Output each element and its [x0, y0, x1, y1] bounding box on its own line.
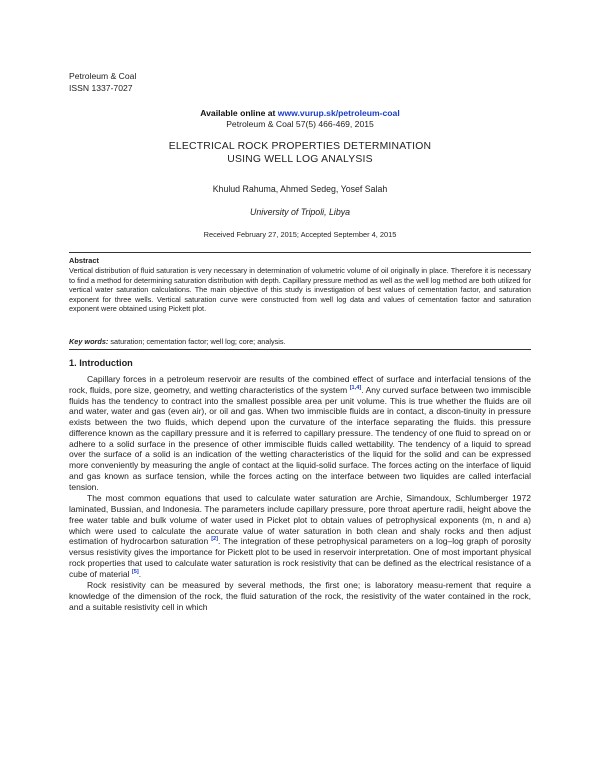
online-label: Available online at — [200, 108, 276, 118]
online-availability — [0, 108, 600, 120]
paragraph-1 — [69, 374, 531, 492]
citation-ref-2[interactable]: [2] — [211, 536, 219, 543]
citation-ref-3[interactable]: [5] — [131, 568, 139, 575]
paper-affiliation: University of Tripoli, Libya — [249, 207, 351, 217]
abstract-bottom-rule — [69, 349, 531, 350]
paragraph-1-text-a: Capillary forces in a petroleum reservoir are results of the combined effect of surface and interfacial tensions of the rock, fluids, pore size, geometry, and wetting characteristics of the system — [69, 374, 531, 395]
received-dates: Received February 27, 2015; Accepted September 4, 2015 — [203, 230, 397, 239]
paragraph-3: Rock resistivity can be measured by several methods, the first one; is laboratory measu-rement that require a knowledge of the dimension of the rock, the fluid saturation of the rock, the resistivity of the water contained in the rock, and a suitable resistivity cell in which — [69, 580, 531, 612]
abstract-heading: Abstract — [69, 256, 99, 265]
journal-issn: ISSN 1337-7027 — [69, 82, 133, 93]
paragraph-2 — [69, 493, 531, 579]
keywords-line — [69, 337, 531, 347]
abstract-top-rule — [69, 252, 531, 253]
abstract-text: Vertical distribution of fluid saturation is very necessary in determination of volumetric volume of oil originally in place. Therefore it is necessary to find a method for determining saturation distribution with depth. Capillary pressure method as well as the well log method are both utilized for vertical water saturation calculations. The main objective of this study is investigation of best values of cementation factor, and saturation exponent for three wells. Vertical saturation curve were constructed from well log data and values of cementation factor and saturation exponent were obtained using Pickett plot. — [69, 266, 531, 314]
paragraph-2-text-c: . — [138, 568, 142, 579]
journal-header — [69, 71, 136, 94]
paragraph-2-text-a: The most common equations that used to calculate water saturation are Archie, Simandoux, Schlumberger 1972 laminated, Bussian, and Indonesia. The parameters include capillary pressure, pore throat aperture radii, height above the free water table and bulk volume of water used in Picket plot to obtain values of petrophysical exponents (m, n and a) which were used to calculate the accurate value of water saturation in both clean and shaly rocks and then adjust estimation of hydrocarbon saturation — [69, 493, 531, 547]
introduction-body — [69, 374, 531, 613]
journal-url-link[interactable]: www.vurup.sk/petroleum-coal — [277, 108, 400, 118]
journal-name: Petroleum & Coal — [69, 71, 137, 81]
paper-title: ELECTRICAL ROCK PROPERTIES DETERMINATION USING WELL LOG ANALYSIS — [168, 141, 432, 165]
citation-line: Petroleum & Coal 57(5) 466-469, 2015 — [226, 119, 374, 129]
paper-authors: Khulud Rahuma, Ahmed Sedeg, Yosef Salah — [212, 184, 388, 194]
paragraph-2-text-b: . The integration of these petrophysical parameters on a log–log graph of porosity versus resistivity gives the importance for Pickett plot to be used in reservoir interpretation. One of most important physical rock properties that used to calculate water saturation is rock resistivity that can be defined as the electrical resistance of a cube of material — [69, 536, 531, 579]
keywords-label: Key words: — [69, 337, 109, 346]
section-heading-introduction: 1. Introduction — [69, 358, 133, 368]
citation-ref-1[interactable]: [1,4] — [349, 384, 362, 391]
keywords-text: saturation; cementation factor; well log; core; analysis. — [110, 337, 286, 346]
paragraph-1-text-b: . Any curved surface between two immiscible fluids has the tendency to contract into the smallest possible area per unit volume. This is true whether the fluids are oil and water, water and gas (even air), or oil and gas. When two immiscible fluids are in contact, a discon-tinuity in pressure exists between the two fluids, which depend upon the curvature of the interface separating the fluids. this pressure difference known as the capillary pressure and it is referred to capillary pressure. The tendency of one fluid to spread on or adhere to a solid surface in the presence of other immiscible fluids called wettability. The tendency of a liquid to spread over the surface of a solid is an indication of the wetting characteristics of the liquid for the solid and can be expressed more conveniently by measuring the angle of contact at the liquid-solid surface. The forces acting on the interface of liquid and gas known as surface tension, while the forces acting on the interface between two liquides are called interfacial tension. — [69, 384, 531, 492]
